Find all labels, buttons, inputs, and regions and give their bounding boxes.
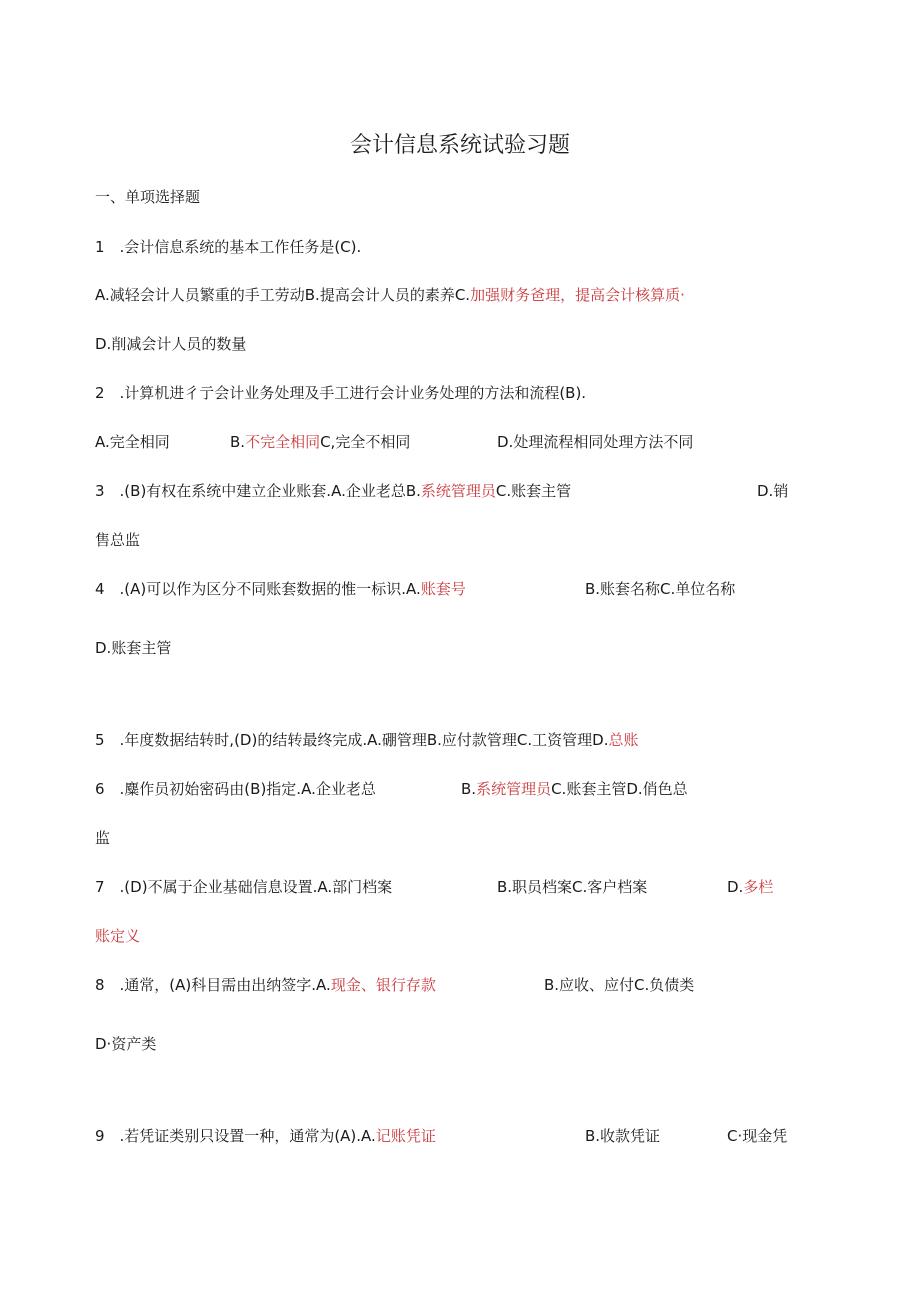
question-4-option-d: D.账套主管 xyxy=(95,639,172,657)
page-title: 会计信息系统试验习题 xyxy=(349,133,570,158)
question-4-stem xyxy=(95,579,466,599)
question-9-stem xyxy=(95,1126,436,1146)
question-7-option-d-prefix: D. xyxy=(727,878,744,896)
question-2-option-b-prefix: B. xyxy=(230,433,246,451)
question-2-option-a: A.完全相同 xyxy=(95,433,170,451)
question-6-option-b-prefix: B. xyxy=(461,780,477,798)
question-5-stem-text: 5 .年度数据结转时,(D)的结转最终完成.A.硼管理B.应付款管理C.工资管理D. xyxy=(95,731,609,749)
question-8-stem-text: 8 .通常，(A)科目需由出纳签字.A. xyxy=(95,976,331,994)
question-1-stem: 1 .会计信息系统的基本工作任务是(C). xyxy=(95,238,362,256)
question-2-option-bc xyxy=(230,432,410,452)
question-3-stem xyxy=(95,481,571,501)
question-1-answer: 加强财务爸理，提高会计核算质· xyxy=(470,286,685,304)
question-6-cont: 监 xyxy=(95,829,111,847)
question-8-option-bc: B.应收、应付C.负债类 xyxy=(544,976,695,994)
question-4-stem-text: 4 .(A)可以作为区分不同账套数据的惟一标识.A. xyxy=(95,580,421,598)
question-3-option-c: C.账套主管 xyxy=(495,482,572,500)
question-3-answer: 系统管理员 xyxy=(420,482,496,500)
question-6-options xyxy=(461,779,688,799)
question-7-stem: 7 .(D)不属于企业基础信息设置.A.部门档案 xyxy=(95,878,393,896)
question-4-option-bc: B.账套名称C.单位名称 xyxy=(585,580,736,598)
question-6-option-cd: C.账套主管D.俏色总 xyxy=(551,780,688,798)
question-3-option-d: D.销 xyxy=(757,482,789,500)
question-1-options xyxy=(95,285,685,305)
question-7-answer-cont: 账定义 xyxy=(95,927,141,945)
question-5-answer: 总账 xyxy=(608,731,639,749)
question-2-answer: 不完全相同 xyxy=(245,433,321,451)
question-3-stem-text: 3 .(B)有权在系统中建立企业账套.A.企业老总B. xyxy=(95,482,421,500)
question-2-option-d: D.处理流程相同处理方法不同 xyxy=(497,433,694,451)
question-7-option-bc: B.职员档案C.客户档案 xyxy=(497,878,648,896)
question-3-option-d-cont: 售总监 xyxy=(95,531,141,549)
question-6-answer: 系统管理员 xyxy=(476,780,552,798)
question-1-option-d: D.削减会计人员的数量 xyxy=(95,335,247,353)
question-5-stem xyxy=(95,730,639,750)
section-heading: 一、单项选择题 xyxy=(95,188,201,206)
question-2-option-c: C,完全不相同 xyxy=(320,433,411,451)
question-4-answer: 账套号 xyxy=(420,580,466,598)
question-6-stem: 6 .麋作员初始密码由(B)指定.A.企业老总 xyxy=(95,780,376,798)
question-7-option-d xyxy=(727,877,773,897)
question-7-answer: 多栏 xyxy=(743,878,774,896)
question-9-option-b: B.收款凭证 xyxy=(585,1127,661,1145)
question-8-option-d: D·资产类 xyxy=(95,1035,157,1053)
question-8-answer: 现金、银行存款 xyxy=(330,976,436,994)
question-2-stem: 2 .计算机进彳亍会计业务处理及手工进行会计业务处理的方法和流程(B). xyxy=(95,384,587,402)
question-8-stem xyxy=(95,975,436,995)
question-9-option-c: C·现金凭 xyxy=(727,1127,788,1145)
question-9-answer: 记账凭证 xyxy=(375,1127,436,1145)
question-9-stem-text: 9 .若凭证类别只设置一种，通常为(A).A. xyxy=(95,1127,376,1145)
question-1-options-ab: A.减轻会计人员繁重的手工劳动B.提高会计人员的素养C. xyxy=(95,286,471,304)
